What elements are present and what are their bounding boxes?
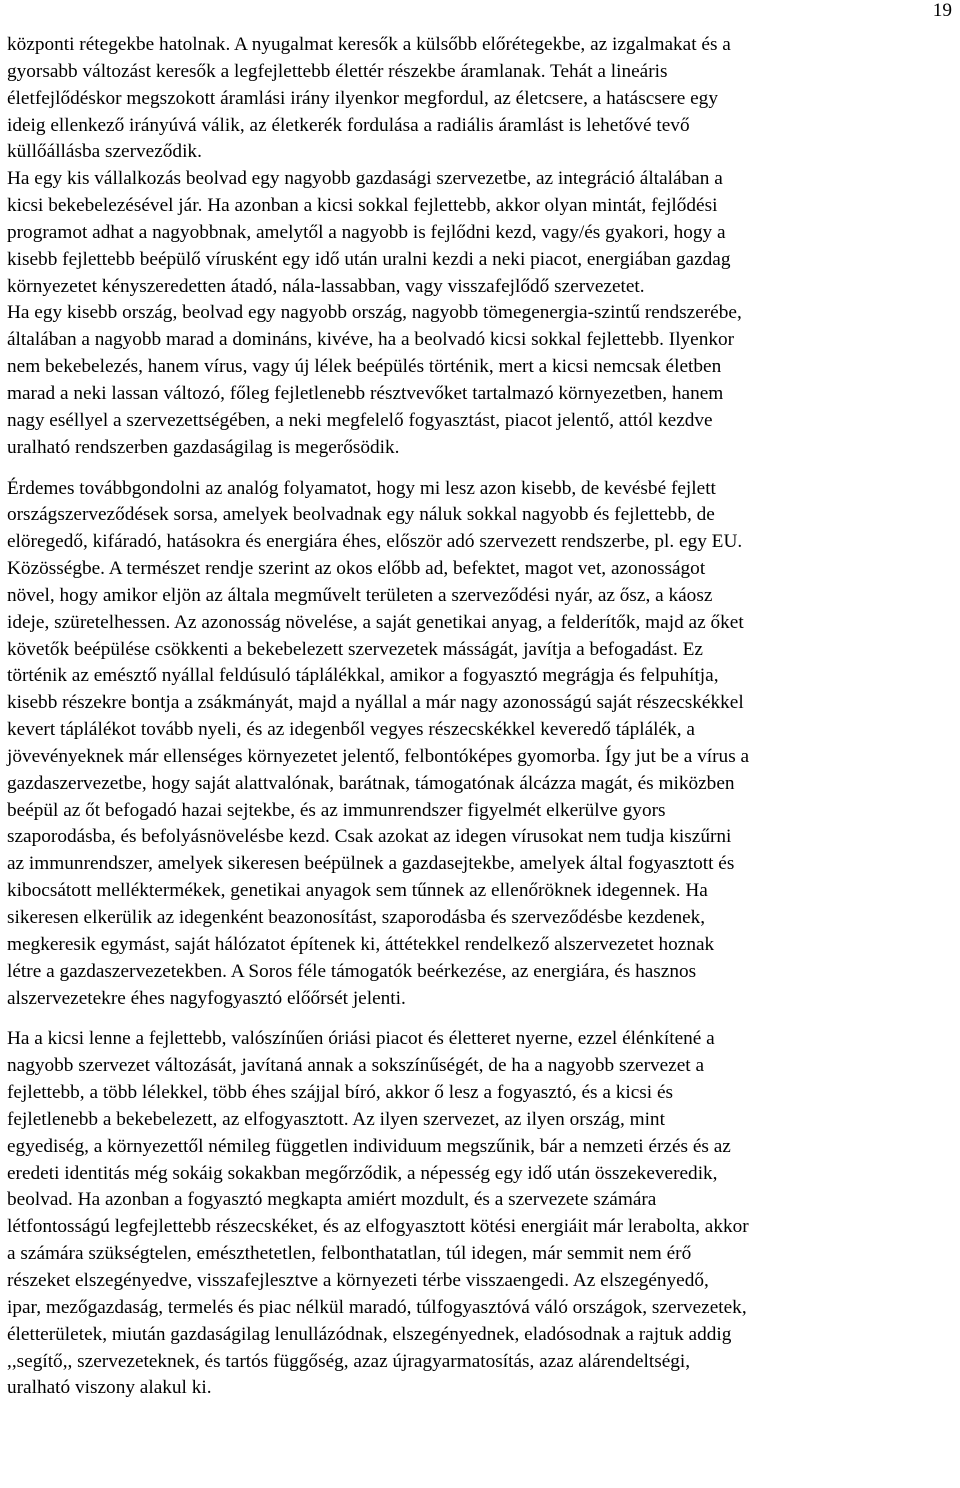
text-line: kibocsátott melléktermékek, genetikai anyagok sem tűnnek az ellenőröknek idegennek. Ha: [7, 880, 708, 902]
text-line: az immunrendszer, amelyek sikeresen beépülnek a gazdasejtekbe, amelyek által fogyasztott és: [7, 853, 735, 875]
text-line: Ha egy kis vállalkozás beolvad egy nagyobb gazdasági szervezetbe, az integráció általában a: [7, 168, 723, 190]
text-line: szaporodásba, és befolyásnövelésbe kezd. Csak azokat az idegen vírusokat nem tudja kiszűrni: [7, 826, 732, 848]
text-line: növel, hogy amikor eljön az általa megművelt területen a szerveződési nyár, az ősz, a káosz: [7, 584, 713, 606]
text-line: fejletlenebb a bekebelezett, az elfogyasztott. Az ilyen szervezet, az ilyen ország, mint: [7, 1108, 665, 1130]
text-line: nem bekebelezés, hanem vírus, vagy új lélek beépülés történik, mert a kicsi nemcsak életben: [7, 356, 722, 378]
text-line: ipar, mezőgazdaság, termelés és piac nélkül maradó, túlfogyasztóvá váló országok, szervezetek,: [7, 1296, 747, 1318]
text-line: eredeti identitás még sokáig sokakban megőrződik, a népesség egy idő után összekeveredik,: [7, 1162, 718, 1184]
text-line: gyorsabb változást keresők a legfejlettebb élettér részekbe áramlanak. Tehát a lineáris: [7, 60, 668, 82]
text-line: uralható viszony alakul ki.: [7, 1377, 212, 1399]
text-line: kevert táplálékot tovább nyeli, és az idegenből vegyes részecskékkel keveredő táplálék, a: [7, 719, 695, 741]
text-line: Közösségbe. A természet rendje szerint az okos előbb ad, befektet, magot vet, azonosságot: [7, 558, 706, 580]
text-line: kicsi bekebelezésével jár. Ha azonban a kicsi sokkal fejlettebb, akkor olyan mintát, fejlődési: [7, 195, 718, 217]
text-line: kisebb fejlettebb beépülő vírusként egy idő után uralni kezdi a neki piacot, energiában gazdag: [7, 248, 731, 270]
text-line: a számára szükségtelen, emészthetetlen, felbonthatatlan, túl idegen, már semmit nem érő: [7, 1243, 692, 1265]
text-line: elöregedő, kifáradó, hatásokra és energiára éhes, először adó szervezett rendszerbe, pl. egy EU.: [7, 531, 743, 553]
text-line: életterületek, miután gazdaságilag lenullázódnak, elszegényednek, eladósodnak a rajtuk addig: [7, 1323, 732, 1345]
paragraph-5: [7, 1026, 955, 1402]
text-line: beépül az őt befogadó hazai sejtekbe, és az immunrendszer figyelmét elkerülve gyors: [7, 799, 666, 821]
text-line: sikeresen elkerülik az idegenként beazonosítást, szaporodásba és szerveződésbe kezdenek,: [7, 907, 706, 928]
text-line: beolvad. Ha azonban a fogyasztó megkapta amiért mozdult, és a szervezete számára: [7, 1189, 657, 1211]
text-line: megkeresik egymást, saját hálózatot építenek ki, áttétekkel rendelkező alszervezetet hoznak: [7, 933, 715, 955]
text-line: gazdaszervezetbe, hogy saját alattvalónak, barátnak, támogatónak álcázza magát, és miközben: [7, 772, 735, 794]
paragraph-1: [7, 32, 955, 166]
paragraph-2: [7, 166, 955, 300]
text-line: nagy eséllyel a szervezettségében, a neki megfelelő fogyasztást, piacot jelentő, attól kezdve: [7, 409, 713, 431]
text-line: életfejlődéskor megszokott áramlási irány ilyenkor megfordul, az életcsere, a hatáscsere egy: [7, 87, 718, 109]
text-line: környezetet kényszeredetten átadó, nála-lassabban, vagy visszafejlődő szervezetet.: [7, 275, 645, 297]
page-number: 19: [932, 0, 952, 21]
paragraph-4: [7, 476, 955, 1013]
text-line: részeket elszegényedve, visszafejlesztve a környezeti térbe visszaengedi. Az elszegényedő,: [7, 1269, 709, 1291]
text-line: országszerveződések sorsa, amelyek beolvadnak egy náluk sokkal nagyobb és fejlettebb, de: [7, 504, 715, 526]
text-line: létre a gazdaszervezetekben. A Soros féle támogatók beérkezése, az energiára, és hasznos: [7, 960, 697, 982]
text-line: küllőállásba szerveződik.: [7, 141, 202, 163]
text-line: létfontosságú legfejlettebb részecskéket, és az elfogyasztott kötési energiáit már lerabolta, akkor: [7, 1216, 749, 1238]
text-line: ,,segítő,, szervezeteknek, és tartós függőség, azaz újragyarmatosítás, azaz alárendeltségi,: [7, 1350, 691, 1372]
text-line: programot adhat a nagyobbnak, amelytől a nagyobb is fejlődni kezd, vagy/és gyakori, hogy a: [7, 221, 726, 243]
text-line: központi rétegekbe hatolnak. A nyugalmat keresők a külsőbb előrétegekbe, az izgalmakat és a: [7, 34, 731, 55]
text-line: egyediség, a környezettől némileg független individuum megszűnik, bár a nemzeti érzés és az: [7, 1135, 731, 1157]
text-line: fejlettebb, a több lélekkel, több éhes szájjal bíró, akkor ő lesz a fogyasztó, és a kicsi és: [7, 1082, 674, 1104]
text-line: követők beépülése csökkenti a bekebelezett szervezetek másságát, javítja a befogadást. Ez: [7, 638, 703, 660]
text-line: Ha egy kisebb ország, beolvad egy nagyobb ország, nagyobb tömegenergia-szintű rendszerébe,: [7, 302, 742, 324]
text-line: Ha a kicsi lenne a fejlettebb, valószínűen óriási piacot és életteret nyerne, ezzel élénkítené a: [7, 1028, 715, 1050]
text-line: kisebb részekre bontja a zsákmányát, majd a nyállal a már nagy azonosságú saját részecskékkel: [7, 692, 744, 714]
text-line: nagyobb szervezet változását, javítaná annak a sokszínűségét, de ha a nagyobb szervezet a: [7, 1055, 705, 1077]
paragraph-3: [7, 300, 955, 461]
text-line: jövevényeknek már ellenséges környezetet jelentő, felbontóképes gyomorba. Így jut be a vírus a: [7, 745, 750, 767]
text-line: marad a neki lassan változó, főleg fejletlenebb résztvevőket tartalmazó környezetben, hanem: [7, 382, 724, 404]
text-line: uralható rendszerben gazdaságilag is megerősödik.: [7, 436, 400, 458]
text-line: történik az emésztő nyállal feldúsuló táplálékkal, amikor a fogyasztó megrágja és felpuhítja,: [7, 665, 719, 687]
body-text: [7, 32, 955, 1402]
text-line: általában a nagyobb marad a domináns, kivéve, ha a beolvadó kicsi sokkal fejlettebb. Ilyenkor: [7, 329, 735, 351]
text-line: ideig ellenkező irányúvá válik, az életkerék fordulása a radiális áramlást is lehetővé tevő: [7, 114, 690, 136]
text-line: alszervezetekre éhes nagyfogyasztó előőrsét jelenti.: [7, 987, 406, 1009]
text-line: ideje, szüretelhessen. Az azonosság növelése, a saját genetikai anyag, a felderítők, majd az őket: [7, 611, 744, 633]
text-line: Érdemes továbbgondolni az analóg folyamatot, hogy mi lesz azon kisebb, de kevésbé fejlett: [7, 477, 716, 499]
